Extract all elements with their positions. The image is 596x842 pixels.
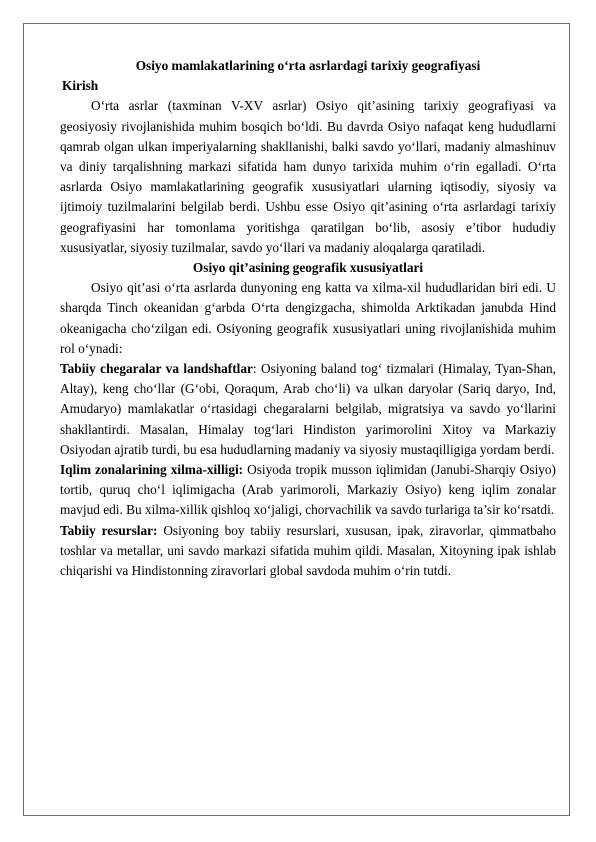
intro-heading: Kirish [62, 78, 99, 94]
item-separator: : [252, 361, 257, 377]
document-body [60, 56, 556, 581]
section-heading: Osiyo qit’asining geografik xususiyatlari [192, 260, 424, 276]
item-text: Osiyoning baland tog‘ tizmalari (Himalay, Tyan-Shan, Altay), keng cho‘llar (G‘obi, Qoraqum, Arab cho‘li) va ulkan daryolar (Sariq daryo, Ind, Amudaryo) mamlakatlar o‘rtasidagi chegaralarni belgilab, migratsiya va savdo yo‘llarini shakllantirdi. Masalan, Himalay tog‘lari Hindiston yarimorolini Xitoy va Markaziy Osiyodan ajratib turdi, bu esa hududlarning madaniy va siyosiy mustaqilligiga yordam berdi. [60, 361, 556, 457]
item-natural-resources [60, 521, 556, 582]
section-paragraph: Osiyo qit’asi o‘rta asrlarda dunyoning eng katta va xilma-xil hududlaridan biri edi. U sharqda Tinch okeanidan g‘arbda O‘rta dengizgacha, shimolda Arktikadan janubda Hind okeanigacha cho‘zilgan edi. Osiyoning geografik xususiyatlari uning rivojlanishida muhim rol o‘ynadi: [60, 280, 556, 356]
item-lead: Tabiiy chegaralar va landshaftlar [60, 361, 253, 377]
item-text: Osiyoning boy tabiiy resurslari, xususan, ipak, ziravorlar, qimmatbaho toshlar va metallar, uni savdo markazi sifatida muhim qildi. Masalan, Xitoyning ipak ishlab chiqarishi va Hindistonning ziravorlari global savdoda muhim o‘rin tutdi. [60, 522, 557, 579]
item-lead: Tabiiy resurslar: [60, 522, 158, 538]
item-climate-zones [60, 460, 556, 521]
item-natural-borders [60, 359, 556, 460]
document-title: Osiyo mamlakatlarining o‘rta asrlardagi tarixiy geografiyasi [135, 58, 481, 73]
item-text: Osiyoda tropik musson iqlimidan (Janubi-Sharqiy Osiyo) tortib, quruq cho‘l iqlimigacha (Arab yarimoroli, Markaziy Osiyo) keng iqlim zonalar mavjud edi. Bu xilma-xillik qishloq xo‘jaligi, chorvachilik va savdo turlariga ta’sir ko‘rsatdi. [60, 462, 556, 518]
item-lead: Iqlim zonalarining xilma-xilligi: [60, 462, 244, 478]
intro-paragraph: O‘rta asrlar (taxminan V-XV asrlar) Osiyo qit’asining tarixiy geografiyasi va geosiyosiy rivojlanishida muhim bosqich bo‘ldi. Bu davrda Osiyo nafaqat keng hududlarni qamrab olgan ulkan imperiyalarning shakllanishi, balki savdo yo‘llari, madaniy almashinuv va diniy tarqalishning markazi sifatida ham dunyo tarixida muhim o‘rin egalladi. O‘rta asrlarda Osiyo mamlakatlarining geografik xususiyatlari ularning iqtisodiy, siyosiy va ijtimoiy tuzilmalarini belgilab berdi. Ushbu esse Osiyo qit’asining o‘rta asrlardagi tarixiy geografiyasini har tomonlama yoritishga qaratilgan bo‘lib, asosiy e’tibor hududiy xususiyatlar, siyosiy tuzilmalar, savdo yo‘llari va madaniy aloqalarga qaratiladi. [60, 98, 556, 255]
